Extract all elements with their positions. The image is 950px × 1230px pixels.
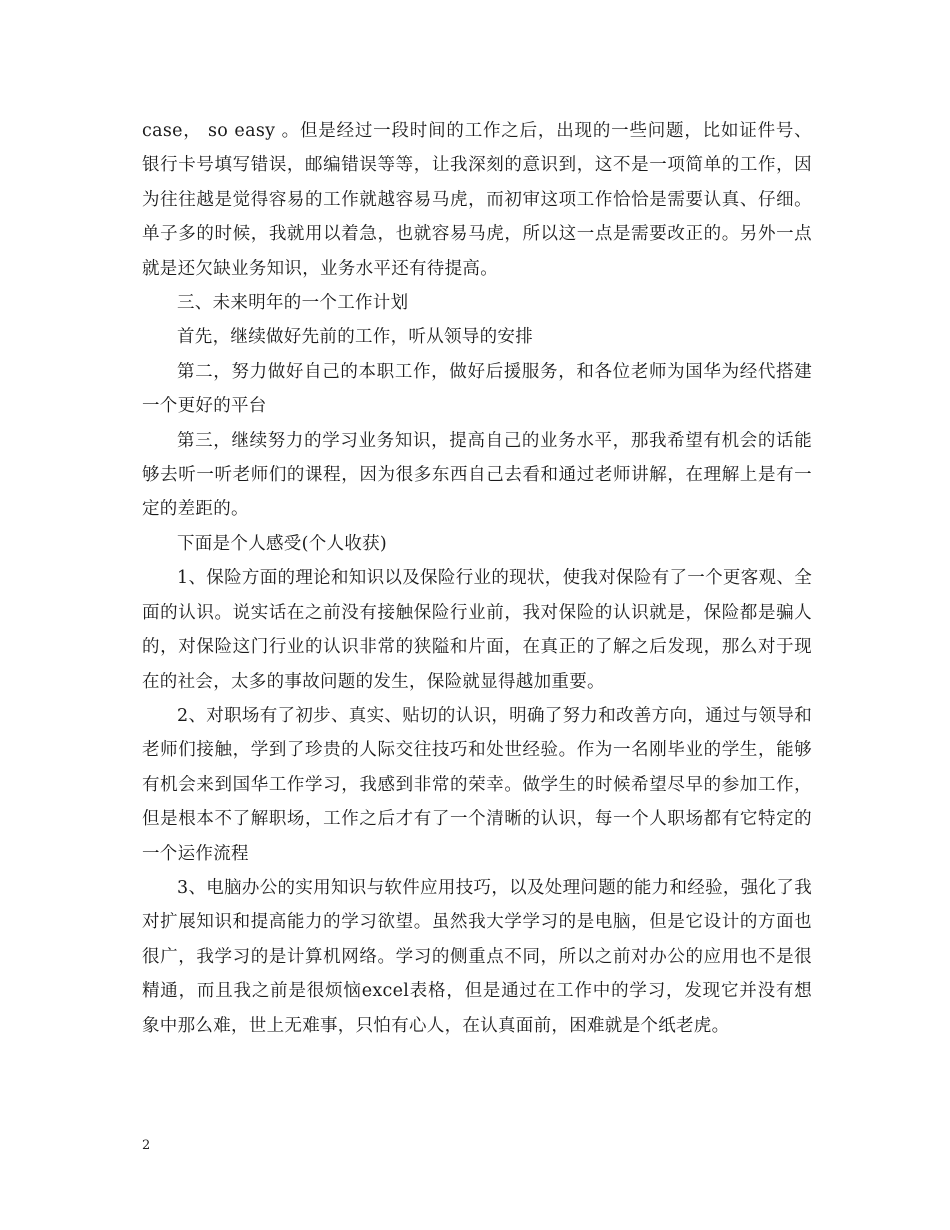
paragraph-plan-first: 首先，继续做好先前的工作，听从领导的安排 bbox=[177, 327, 533, 348]
page-number: 2 bbox=[142, 1138, 151, 1153]
paragraph-feeling-1: 1、保险方面的理论和知识以及保险行业的现状，使我对保险有了一个更客观、全面的认识。说实话在之前没有接触保险行业前，我对保险的认识就是，保险都是骗人的，对保险这门行业的认识非常的狭隘和片面，在真正的了解之后发现，那么对于现在的社会，太多的事故问题的发生，保险就显得越加重要。 bbox=[142, 568, 812, 692]
paragraph-feeling-3: 3、电脑办公的实用知识与软件应用技巧，以及处理问题的能力和经验，强化了我对扩展知识和提高能力的学习欲望。虽然我大学学习的是电脑，但是它设计的方面也很广，我学习的是计算机网络。学习的侧重点不同，所以之前对办公的应用也不是很精通，而且我之前是很烦恼excel表格，但是通过在工作中的学习，发现它并没有想象中那么难，世上无难事，只怕有心人，在认真面前，困难就是个纸老虎。 bbox=[142, 877, 812, 1036]
document-body bbox=[142, 114, 812, 1043]
paragraph-heading-feelings: 下面是个人感受(个人收获) bbox=[177, 533, 388, 554]
paragraph-continuation: case， so easy 。但是经过一段时间的工作之后，出现的一些问题，比如证件号、银行卡号填写错误，邮编错误等等，让我深刻的意识到，这不是一项简单的工作，因为往往越是觉得容易的工作就越容易马虎，而初审这项工作恰恰是需要认真、仔细。单子多的时候，我就用以着急，也就容易马虎，所以这一点是需要改正的。另外一点就是还欠缺业务知识，业务水平还有待提高。 bbox=[142, 121, 812, 279]
paragraph-plan-second: 第二，努力做好自己的本职工作，做好后援服务，和各位老师为国华为经代搭建一个更好的平台 bbox=[142, 361, 812, 417]
paragraph-heading-plan: 三、未来明年的一个工作计划 bbox=[177, 293, 409, 314]
paragraph-feeling-2: 2、对职场有了初步、真实、贴切的认识，明确了努力和改善方向，通过与领导和老师们接触，学到了珍贵的人际交往技巧和处世经验。作为一名刚毕业的学生，能够有机会来到国华工作学习，我感到非常的荣幸。做学生的时候希望尽早的参加工作，但是根本不了解职场，工作之后才有了一个清晰的认识，每一个人职场都有它特定的一个运作流程 bbox=[142, 705, 812, 864]
paragraph-plan-third: 第三，继续努力的学习业务知识，提高自己的业务水平，那我希望有机会的话能够去听一听老师们的课程，因为很多东西自己去看和通过老师讲解，在理解上是有一定的差距的。 bbox=[142, 430, 812, 520]
